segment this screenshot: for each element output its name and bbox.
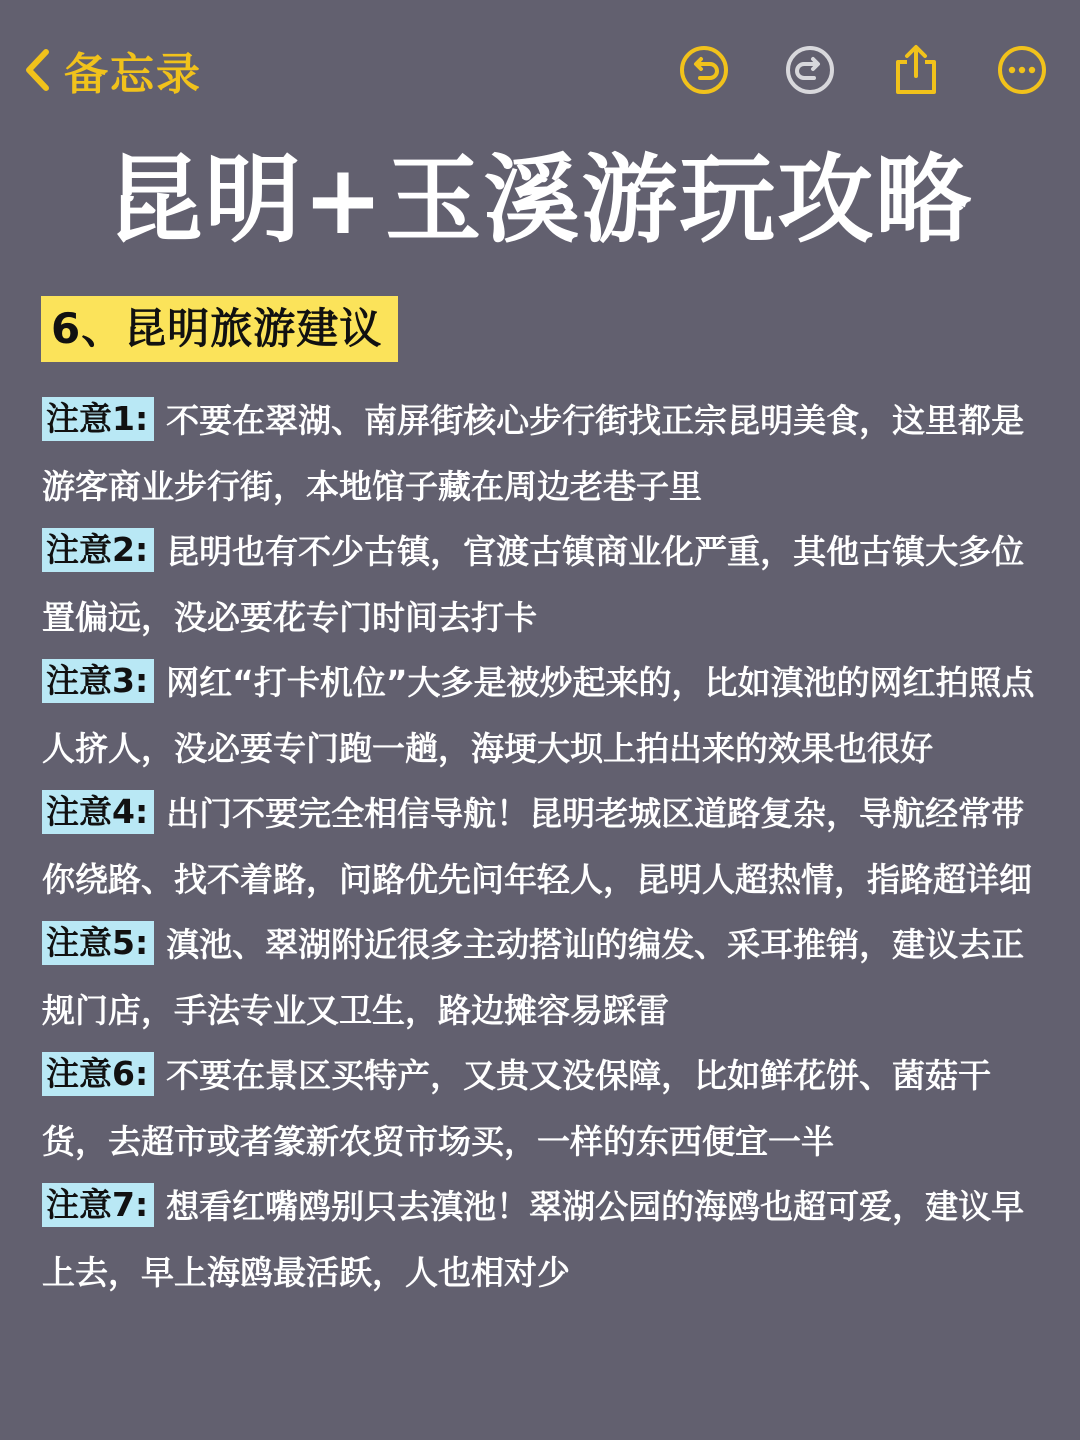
chevron-left-icon bbox=[22, 47, 52, 93]
note-tag: 注意5: bbox=[42, 921, 154, 965]
note-tag: 注意2: bbox=[42, 528, 154, 572]
note-text: 昆明也有不少古镇，官渡古镇商业化严重，其他古镇大多位置偏远，没必要花专门时间去打卡 bbox=[42, 532, 1025, 637]
nav-actions bbox=[628, 40, 1052, 100]
list-item bbox=[42, 519, 1056, 650]
list-item bbox=[42, 781, 1056, 912]
more-icon bbox=[996, 44, 1048, 96]
back-button[interactable] bbox=[22, 38, 202, 102]
top-nav-bar bbox=[22, 38, 1052, 102]
more-button[interactable] bbox=[992, 40, 1052, 100]
list-item bbox=[42, 1174, 1056, 1305]
page-title: 昆明+玉溪游玩攻略 bbox=[106, 144, 974, 256]
undo-button[interactable] bbox=[674, 40, 734, 100]
note-text: 网红“打卡机位”大多是被炒起来的，比如滇池的网红拍照点人挤人，没必要专门跑一趟，海埂大坝上拍出来的效果也很好 bbox=[42, 663, 1035, 768]
share-icon bbox=[890, 42, 942, 98]
note-tag: 注意4: bbox=[42, 790, 154, 834]
undo-icon bbox=[678, 44, 730, 96]
list-item bbox=[42, 1043, 1056, 1174]
note-text: 不要在翠湖、南屏街核心步行街找正宗昆明美食，这里都是游客商业步行街，本地馆子藏在周边老巷子里 bbox=[42, 401, 1025, 506]
list-item bbox=[42, 388, 1056, 519]
redo-button[interactable] bbox=[780, 40, 840, 100]
list-item bbox=[42, 650, 1056, 781]
note-tag: 注意6: bbox=[42, 1052, 154, 1096]
note-tag: 注意3: bbox=[42, 659, 154, 703]
list-item bbox=[42, 912, 1056, 1043]
note-tag: 注意7: bbox=[42, 1183, 154, 1227]
back-label: 备忘录 bbox=[64, 49, 202, 100]
note-text: 不要在景区买特产，又贵又没保障，比如鲜花饼、菌菇干货，去超市或者篆新农贸市场买，一样的东西便宜一半 bbox=[42, 1056, 992, 1161]
section-heading: 6、昆明旅游建议 bbox=[41, 296, 398, 362]
note-text: 出门不要完全相信导航！昆明老城区道路复杂，导航经常带你绕路、找不着路，问路优先问年轻人，昆明人超热情，指路超详细 bbox=[42, 794, 1032, 899]
note-text: 想看红嘴鸥别只去滇池！翠湖公园的海鸥也超可爱，建议早上去，早上海鸥最活跃，人也相对少 bbox=[42, 1187, 1025, 1292]
note-text: 滇池、翠湖附近很多主动搭讪的编发、采耳推销，建议去正规门店，手法专业又卫生，路边摊容易踩雷 bbox=[42, 925, 1025, 1030]
note-tag: 注意1: bbox=[42, 397, 154, 441]
notes-list bbox=[42, 388, 1056, 1305]
redo-icon bbox=[784, 44, 836, 96]
share-button[interactable] bbox=[886, 40, 946, 100]
